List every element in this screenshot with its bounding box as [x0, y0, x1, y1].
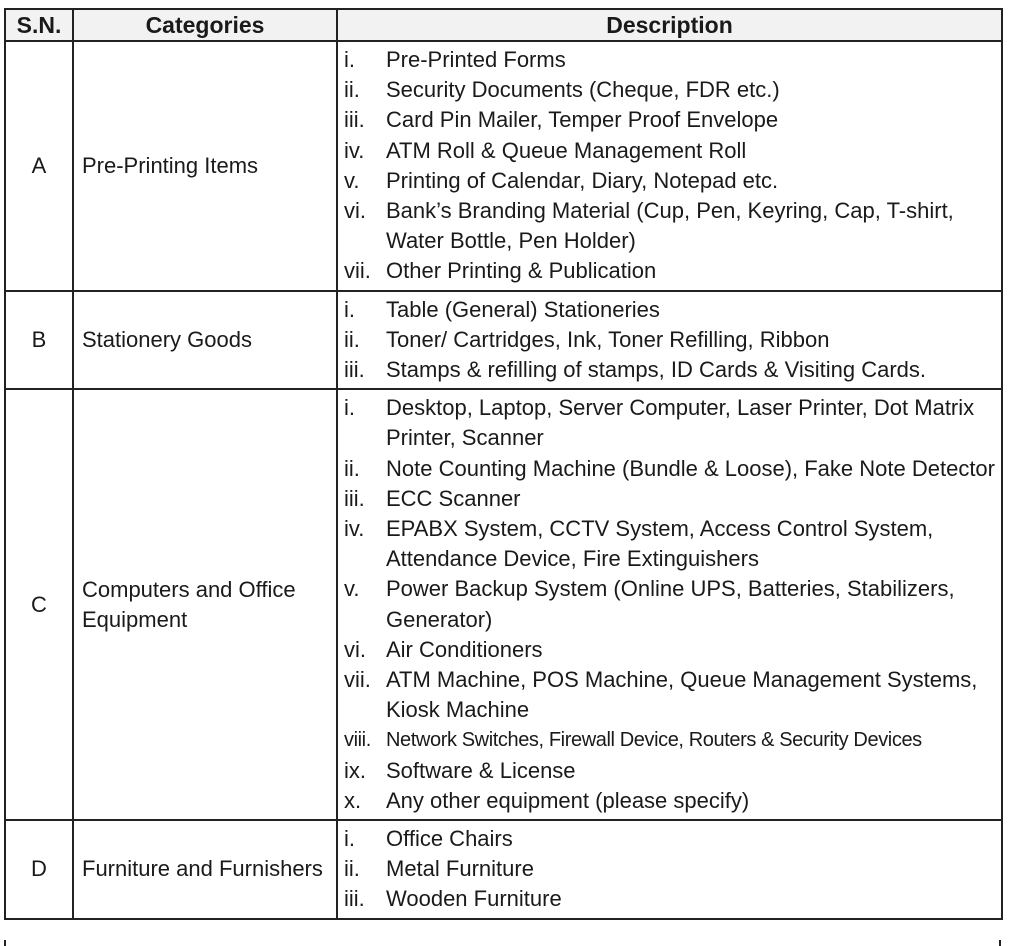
- description-item: [344, 725, 1001, 755]
- description-item: [344, 295, 1001, 325]
- item-number: iii.: [344, 485, 365, 511]
- description-list: [344, 45, 1001, 287]
- item-number: i.: [344, 47, 355, 72]
- description-item: [344, 196, 1001, 256]
- item-text: ATM Roll & Queue Management Roll: [386, 137, 747, 163]
- item-text: Other Printing & Publication: [386, 258, 657, 284]
- description-item: [344, 574, 1001, 634]
- description-list: [344, 824, 1001, 915]
- description-item: [344, 105, 1001, 135]
- description-item: [344, 75, 1001, 105]
- description-list: [344, 295, 1001, 386]
- item-number: ii.: [344, 326, 360, 352]
- item-text: Power Backup System (Online UPS, Batteries, Stabilizers, Generator): [386, 576, 955, 632]
- item-number: x.: [344, 787, 362, 813]
- item-text: ECC Scanner: [386, 485, 521, 511]
- header-sn: S.N.: [5, 9, 73, 41]
- header-categories: Categories: [73, 9, 337, 41]
- description-item: [344, 454, 1001, 484]
- item-text: Any other equipment (please specify): [386, 787, 750, 813]
- description-item: [344, 884, 1001, 914]
- item-number: iv.: [344, 516, 365, 542]
- item-text: Note Counting Machine (Bundle & Loose), Fake Note Detector: [386, 455, 995, 481]
- item-number: iv.: [344, 137, 365, 163]
- description-item: [344, 355, 1001, 385]
- description-item: [344, 393, 1001, 453]
- description-item: [344, 325, 1001, 355]
- description-item: [344, 484, 1001, 514]
- row-description: [337, 389, 1002, 820]
- description-item: [344, 854, 1001, 884]
- description-item: [344, 256, 1001, 286]
- row-category: Pre-Printing Items: [73, 41, 337, 291]
- description-item: [344, 136, 1001, 166]
- description-item: [344, 756, 1001, 786]
- row-description: [337, 820, 1002, 919]
- table-row-b: [5, 291, 1002, 390]
- description-list: [344, 393, 1001, 816]
- item-number: i.: [344, 826, 355, 852]
- item-text: EPABX System, CCTV System, Access Control System, Attendance Device, Fire Extinguishers: [386, 516, 934, 572]
- item-text: Bank’s Branding Material (Cup, Pen, Keyring, Cap, T-shirt, Water Bottle, Pen Holder): [386, 198, 954, 254]
- item-text: Pre-Printed Forms: [386, 47, 566, 72]
- description-item: [344, 45, 1001, 75]
- item-number: ii.: [344, 455, 360, 481]
- row-sn: B: [5, 291, 73, 390]
- item-text: Office Chairs: [386, 826, 513, 852]
- item-number: iii.: [344, 886, 365, 912]
- categories-table: [4, 8, 1003, 920]
- description-item: [344, 665, 1001, 725]
- item-number: ii.: [344, 856, 360, 882]
- table-row-a: [5, 41, 1002, 291]
- item-text: Wooden Furniture: [386, 886, 562, 912]
- cut-off-title-strip: [0, 0, 1011, 8]
- item-text: Metal Furniture: [386, 856, 534, 882]
- item-text: Software & License: [386, 757, 576, 783]
- item-text: Desktop, Laptop, Server Computer, Laser Printer, Dot Matrix Printer, Scanner: [386, 395, 975, 451]
- item-number: viii.: [344, 729, 371, 752]
- item-text: Network Switches, Firewall Device, Routers & Security Devices: [386, 729, 922, 752]
- item-text: Table (General) Stationeries: [386, 296, 660, 322]
- row-description: [337, 291, 1002, 390]
- item-text: Card Pin Mailer, Temper Proof Envelope: [386, 107, 779, 133]
- item-text: Toner/ Cartridges, Ink, Toner Refilling, Ribbon: [386, 326, 830, 352]
- header-description: Description: [337, 9, 1002, 41]
- item-number: ix.: [344, 757, 366, 783]
- table-row-d: [5, 820, 1002, 919]
- row-sn: D: [5, 820, 73, 919]
- row-description: [337, 41, 1002, 291]
- row-category: Computers and Office Equipment: [73, 389, 337, 820]
- description-item: [344, 824, 1001, 854]
- table-row-c: [5, 389, 1002, 820]
- item-number: ii.: [344, 77, 360, 103]
- item-number: v.: [344, 167, 360, 193]
- item-number: vii.: [344, 258, 371, 284]
- item-number: iii.: [344, 357, 365, 383]
- description-item: [344, 635, 1001, 665]
- item-number: iii.: [344, 107, 365, 133]
- table-continuation-edge: [4, 940, 1001, 946]
- description-item: [344, 786, 1001, 816]
- item-text: Security Documents (Cheque, FDR etc.): [386, 77, 780, 103]
- item-text: ATM Machine, POS Machine, Queue Management Systems, Kiosk Machine: [386, 667, 978, 723]
- description-item: [344, 514, 1001, 574]
- row-sn: A: [5, 41, 73, 291]
- row-category: Furniture and Furnishers: [73, 820, 337, 919]
- item-number: i.: [344, 395, 355, 421]
- item-text: Air Conditioners: [386, 636, 543, 662]
- item-number: vi.: [344, 198, 366, 224]
- item-number: v.: [344, 576, 360, 602]
- item-number: vii.: [344, 667, 371, 693]
- table-header-row: [5, 9, 1002, 41]
- item-number: vi.: [344, 636, 366, 662]
- description-item: [344, 166, 1001, 196]
- row-category: Stationery Goods: [73, 291, 337, 390]
- item-number: i.: [344, 296, 355, 322]
- item-text: Printing of Calendar, Diary, Notepad etc.: [386, 167, 779, 193]
- row-sn: C: [5, 389, 73, 820]
- item-text: Stamps & refilling of stamps, ID Cards & Visiting Cards.: [386, 357, 927, 383]
